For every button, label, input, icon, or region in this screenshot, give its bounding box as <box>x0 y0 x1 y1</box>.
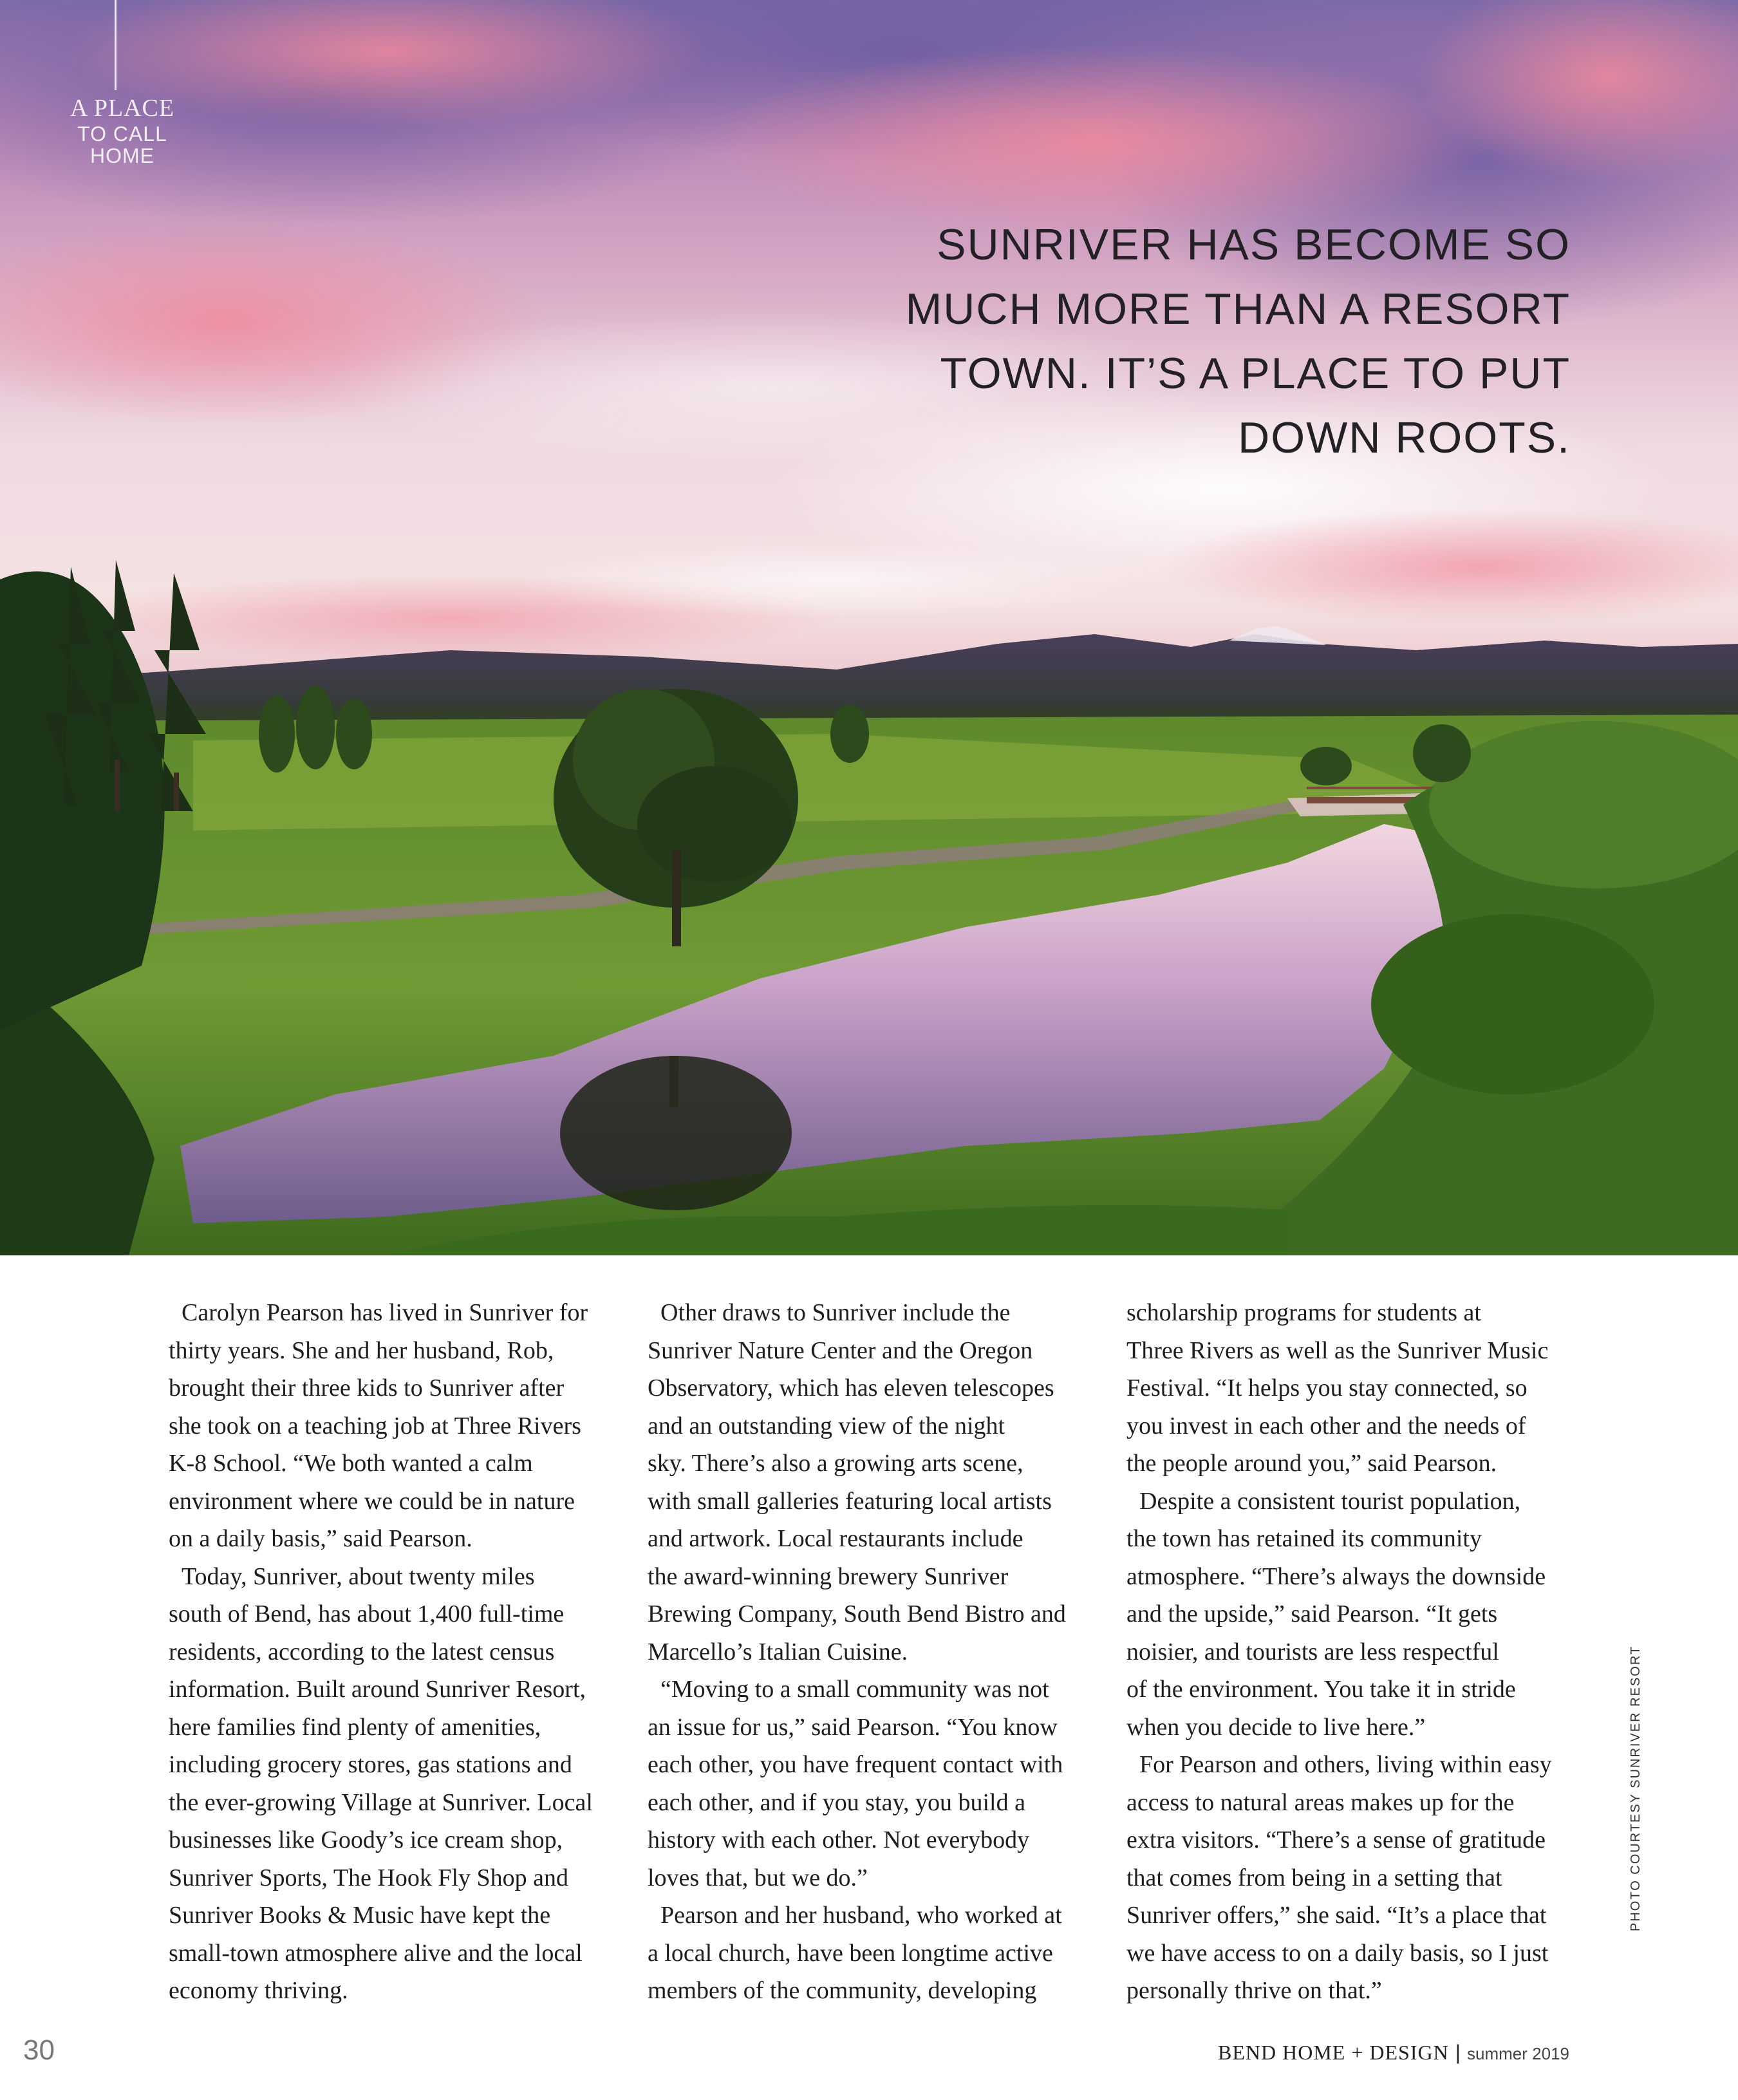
text-line: access to natural areas makes up for the <box>1126 1788 1515 1816</box>
text-line: south of Bend, has about 1,400 full-time <box>169 1600 565 1627</box>
text-line: Sunriver Nature Center and the Oregon <box>648 1336 1033 1364</box>
text-line: Observatory, which has eleven telescopes <box>648 1374 1054 1402</box>
text-line: brought their three kids to Sunriver after <box>169 1374 565 1402</box>
text-line: K-8 School. “We both wanted a calm <box>169 1450 533 1477</box>
photo-credit: PHOTO COURTESY SUNRIVER RESORT <box>1629 1645 1643 1931</box>
text-line: and an outstanding view of the night <box>648 1412 1005 1439</box>
issue-date: summer 2019 <box>1467 2044 1569 2063</box>
text-line: Three Rivers as well as the Sunriver Music <box>1126 1336 1549 1364</box>
section-tag-rule <box>115 0 117 90</box>
text-line: residents, according to the latest census <box>169 1638 555 1665</box>
column-text <box>169 1294 632 2010</box>
text-line: Other draws to Sunriver include the <box>660 1299 1011 1326</box>
body-column-3 <box>1126 1294 1590 2010</box>
text-line: on a daily basis,” said Pearson. <box>169 1525 472 1552</box>
text-line: each other, you have frequent contact with <box>648 1751 1063 1778</box>
text-line: atmosphere. “There’s always the downside <box>1126 1562 1546 1590</box>
text-line: she took on a teaching job at Three Rivers <box>169 1412 581 1439</box>
column-text <box>648 1294 1111 2010</box>
pull-quote-line: SUNRIVER HAS BECOME SO <box>937 220 1571 269</box>
text-line: the people around you,” said Pearson. <box>1126 1450 1497 1477</box>
body-column-2 <box>648 1294 1111 2010</box>
text-line: each other, and if you stay, you build a <box>648 1788 1025 1816</box>
text-line: with small galleries featuring local artists <box>648 1487 1052 1515</box>
text-line: scholarship programs for students at <box>1126 1299 1481 1326</box>
text-line: “Moving to a small community was not <box>660 1676 1049 1703</box>
text-line: the town has retained its community <box>1126 1525 1482 1552</box>
text-line: members of the community, developing <box>648 1977 1037 2004</box>
text-line: an issue for us,” said Pearson. “You know <box>648 1713 1058 1741</box>
text-line: we have access to on a daily basis, so I just <box>1126 1939 1549 1967</box>
text-line: thirty years. She and her husband, Rob, <box>169 1336 554 1364</box>
text-line: Pearson and her husband, who worked at <box>660 1902 1062 1929</box>
text-line: here families find plenty of amenities, <box>169 1713 541 1741</box>
footer-masthead <box>1218 2041 1569 2065</box>
magazine-name: BEND HOME + DESIGN <box>1218 2041 1449 2064</box>
text-line: Festival. “It helps you stay connected, so <box>1126 1374 1528 1402</box>
text-line: sky. There’s also a growing arts scene, <box>648 1450 1023 1477</box>
text-line: a local church, have been longtime active <box>648 1939 1053 1967</box>
text-line: Brewing Company, South Bend Bistro and <box>648 1600 1066 1627</box>
text-line: including grocery stores, gas stations and <box>169 1751 572 1778</box>
text-line: economy thriving. <box>169 1977 348 2004</box>
section-tag-line2: TO CALL <box>77 122 167 145</box>
text-line: and artwork. Local restaurants include <box>648 1525 1023 1552</box>
text-line: and the upside,” said Pearson. “It gets <box>1126 1600 1498 1627</box>
text-line: history with each other. Not everybody <box>648 1826 1030 1853</box>
section-tag-line3: HOME <box>90 144 154 167</box>
text-line: that comes from being in a setting that <box>1126 1864 1502 1891</box>
page-number: 30 <box>23 2034 55 2066</box>
text-line: businesses like Goody’s ice cream shop, <box>169 1826 563 1853</box>
text-line: loves that, but we do.” <box>648 1864 868 1891</box>
text-line: of the environment. You take it in stride <box>1126 1676 1516 1703</box>
text-line: Sunriver Sports, The Hook Fly Shop and <box>169 1864 569 1891</box>
text-line: personally thrive on that.” <box>1126 1977 1382 2004</box>
pull-quote-line: TOWN. IT’S A PLACE TO PUT <box>940 349 1571 398</box>
text-line: noisier, and tourists are less respectful <box>1126 1638 1499 1665</box>
text-line: For Pearson and others, living within easy <box>1139 1751 1552 1778</box>
text-line: Sunriver Books & Music have kept the <box>169 1902 551 1929</box>
text-line: Carolyn Pearson has lived in Sunriver for <box>182 1299 588 1326</box>
text-line: Despite a consistent tourist population, <box>1139 1487 1521 1515</box>
text-line: Today, Sunriver, about twenty miles <box>182 1562 535 1590</box>
body-column-1 <box>169 1294 632 2010</box>
footer-separator: | <box>1455 2041 1461 2064</box>
column-text <box>1126 1294 1590 2010</box>
text-line: information. Built around Sunriver Resort, <box>169 1676 586 1703</box>
pull-quote-line: DOWN ROOTS. <box>1238 413 1571 462</box>
text-line: you invest in each other and the needs of <box>1126 1412 1526 1439</box>
text-line: the ever-growing Village at Sunriver. Local <box>169 1788 593 1816</box>
text-line: Sunriver offers,” she said. “It’s a place that <box>1126 1902 1547 1929</box>
pull-quote-line: MUCH MORE THAN A RESORT <box>905 285 1571 333</box>
text-line: when you decide to live here.” <box>1126 1713 1426 1741</box>
pull-quote <box>863 212 1571 470</box>
section-tag-line1: A PLACE <box>70 95 175 122</box>
text-line: Marcello’s Italian Cuisine. <box>648 1638 908 1665</box>
text-line: extra visitors. “There’s a sense of gratitude <box>1126 1826 1546 1853</box>
text-line: small-town atmosphere alive and the local <box>169 1939 583 1967</box>
text-line: the award-winning brewery Sunriver <box>648 1562 1009 1590</box>
text-line: environment where we could be in nature <box>169 1487 575 1515</box>
